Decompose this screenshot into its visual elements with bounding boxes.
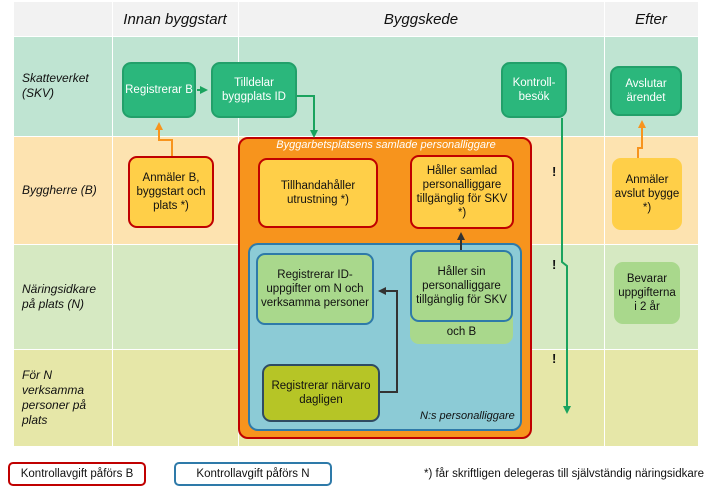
haller-sin-personalliggare-box: Håller sin personalliggare tillgänglig för SKV: [410, 250, 513, 322]
legend-kontrollavgift-n: Kontrollavgift påförs N: [174, 462, 332, 486]
registrerar-narvaro-box: Registrerar närvaro dagligen: [262, 364, 380, 422]
legend-note: *) får skriftligen delegeras till självständig näringsidkare: [424, 468, 704, 480]
arrow-kontrollbesok-down: [562, 118, 567, 412]
haller-samlad-personalliggare-box: Håller samlad personalliggare tillgänglig för SKV *): [410, 155, 514, 229]
header-byggskede: Byggskede: [383, 10, 459, 28]
arrow-anmaler-to-registrerar: [159, 124, 172, 156]
och-b-label: och B: [446, 326, 477, 338]
header-efter: Efter: [635, 10, 667, 28]
legend-kontrollavgift-b: Kontrollavgift påförs B: [8, 462, 146, 486]
registrerar-b-box: Registrerar B: [122, 62, 196, 118]
row-label-skv: Skatteverket (SKV): [22, 71, 89, 100]
tilldelar-byggplats-id-box: Tilldelar byggplats ID: [211, 62, 297, 118]
arrow-avslut-to-avslutar: [638, 122, 642, 158]
ns-personalliggare-title: N:s personalliggare: [420, 410, 515, 422]
warning-mark: !: [552, 164, 557, 179]
row-label-byggherre: Byggherre (B): [22, 182, 97, 197]
row-label-personer: För N verksamma personer på plats: [22, 367, 87, 427]
samlade-personalliggare-title: Byggarbetsplatsens samlade personalliggare: [276, 139, 496, 151]
bevarar-uppgifterna-box: Bevarar uppgifterna i 2 år: [614, 262, 680, 324]
warning-mark: !: [552, 351, 557, 366]
anmaler-b-box: Anmäler B, byggstart och plats *): [128, 156, 214, 228]
anmaler-avslut-box: Anmäler avslut bygge *): [612, 158, 682, 230]
tillhandahaller-utrustning-box: Tillhandahåller utrustning *): [258, 158, 378, 228]
header-innan-byggstart: Innan byggstart: [123, 10, 227, 28]
warning-mark: !: [552, 257, 557, 272]
avslutar-arendet-box: Avslutar ärendet: [610, 66, 682, 116]
kontrollbesok-box: Kontroll-besök: [501, 62, 567, 118]
arrow-narvaro-to-registrerar-id: [380, 291, 397, 392]
arrow-tilldelar-to-panel: [297, 96, 314, 136]
row-label-naringsidkare: Näringsidkare på plats (N): [22, 281, 97, 311]
registrerar-id-uppgifter-box: Registrerar ID-uppgifter om N och verksamma personer: [256, 253, 374, 325]
